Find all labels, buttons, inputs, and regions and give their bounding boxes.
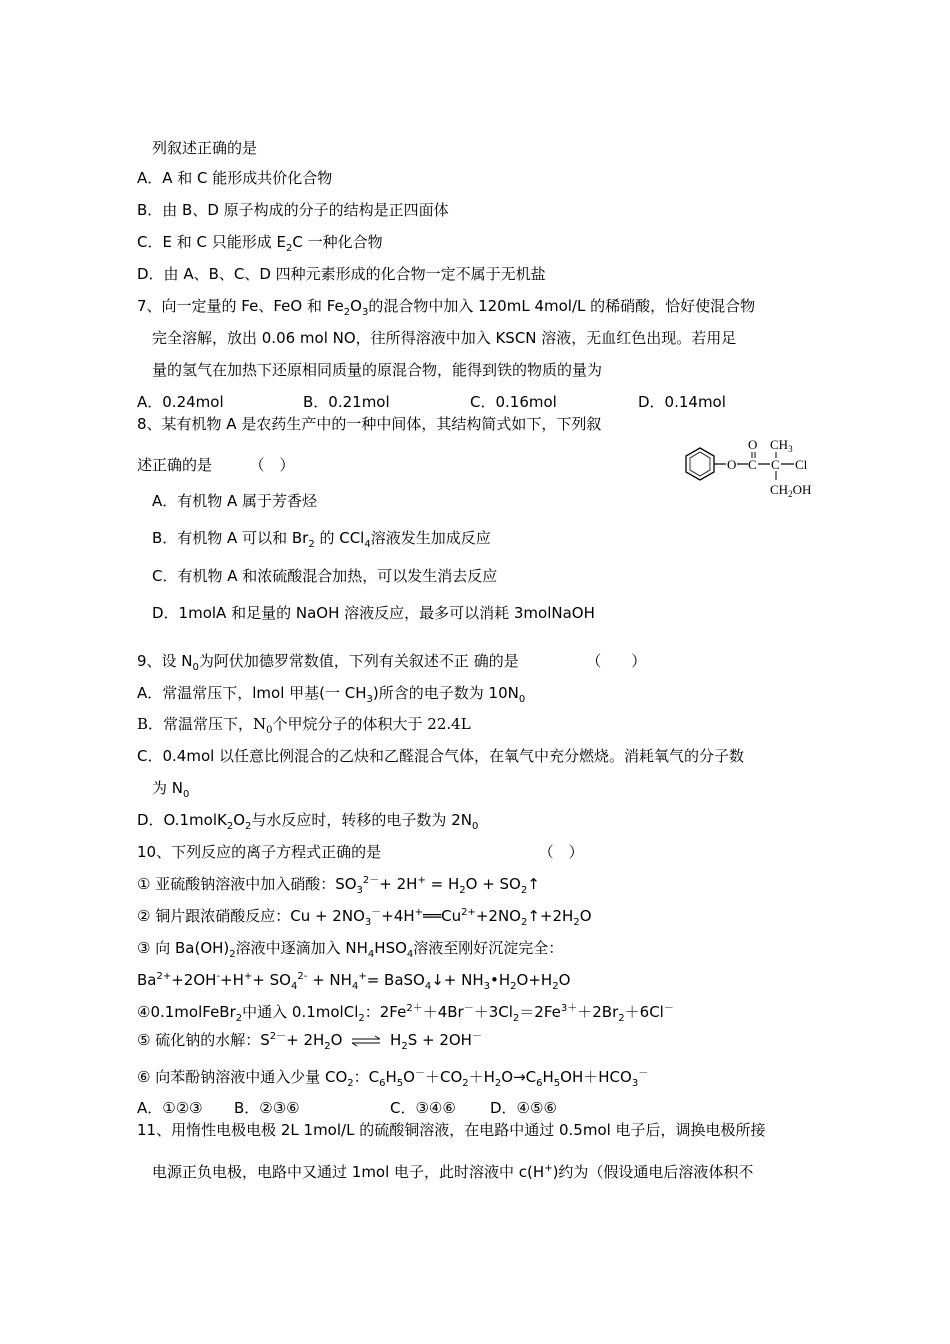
q10-title: 10、下列反应的离子方程式正确的是 （ ） (137, 843, 584, 861)
q9-option-c-line-2: 为 $N_0$ (152, 779, 190, 800)
carbonyl-oxygen: O (748, 437, 758, 452)
q7-line-1: 7、向一定量的 Fe、FeO 和 $Fe_2O_3$的混合物中加入 120mL 4mol/L 的稀硝酸，恰好使混合物 (137, 297, 756, 318)
methyl-group: $CH_3$ (770, 437, 793, 454)
q10-option-d: D．④⑤⑥ (490, 1099, 557, 1117)
q11-line-1: 11、用惰性电极电极 2L 1mol/L 的硫酸铜溶液，在电路中通过 0.5mol 电子后，调换电极所接 (137, 1121, 766, 1139)
q7-line-2: 完全溶解，放出 0.06 mol NO，往所得溶液中加入 KSCN 溶液，无血红色出现。若用足 (152, 329, 737, 347)
q9-option-b: B．常温常压下，$N_0$个甲烷分子的体积大于 22.4L (137, 715, 471, 736)
q10-option-a: A．①②③ (137, 1099, 203, 1117)
q7-line-3: 量的氢气在加热下还原相同质量的原混合物，能得到铁的物质的量为 (152, 361, 603, 379)
q6-option-a: A．A 和 C 能形成共价化合物 (137, 169, 333, 187)
hydroxymethyl-group: $CH_2OH$ (770, 482, 812, 499)
q7-option-c: C．0.16mol (470, 393, 557, 411)
q10-equation-3: ③ 向 $Ba(OH)_2$溶液中逐滴加入 $NH_4HSO_4$溶液至刚好沉淀完全： (137, 939, 564, 960)
q9-option-d: D．$O.1molK_2O_2$与水反应时，转移的电子数为 $2N_0$ (137, 811, 479, 832)
q8-option-d: D．1molA 和足量的 NaOH 溶液反应，最多可以消耗 3molNaOH (152, 604, 595, 622)
q9-option-a: A．常温常压下，lmol 甲基(一 $CH_3$)所含的电子数为 $10N_0$ (137, 684, 526, 705)
q7-option-b: B．0.21mol (303, 393, 390, 411)
equilibrium-arrow-icon (351, 1035, 381, 1047)
q8-option-c: C．有机物 A 和浓硫酸混合加热，可以发生消去反应 (152, 567, 498, 585)
q7-option-a: A．0.24mol (137, 393, 224, 411)
q10-option-b: B．②③⑥ (234, 1099, 300, 1117)
carbonyl-carbon: C (748, 457, 757, 472)
q10-equation-3b: $Ba^{2+}+2OH^-+H^++ SO_4^{2-} + NH_4^+=$ BaSO$_4$↓+ $NH_3•H_2O+H_2O$ (137, 971, 571, 992)
structural-formula (678, 418, 828, 500)
q9-option-c-line-1: C．0.4mol 以任意比例混合的乙炔和乙醛混合气体，在氧气中充分燃烧。消耗氧气的分子数 (137, 747, 745, 765)
quaternary-carbon: C (771, 457, 780, 472)
q10-equation-4: ④0.1molFeBr$_2$中通入 0.1molCl$_2$：$2Fe^{2+}+4Br^-+3Cl_2=2Fe^{3+}+2Br_2+6Cl^-$ (137, 1003, 674, 1024)
benzene-inner (690, 452, 710, 476)
q6-option-c: C．E 和 C 只能形成 $E_2C$ 一种化合物 (137, 233, 383, 254)
q10-equation-2: ② 铜片跟浓硝酸反应：$Cu + 2NO_3^-+4H^+══Cu^{2+}+2NO_2↑+2H_2O$ (137, 907, 592, 928)
q10-equation-6: ⑥ 向苯酚钠溶液中通入少量 $CO_2$：$C_6H_5O^-+CO_2+H_2O\to C_6H_5OH+HCO_3^-$ (137, 1068, 649, 1089)
q8-option-b: B．有机物 A 可以和 $Br_2$ 的 CCl$_4$溶液发生加成反应 (152, 529, 491, 550)
q9-line-1: 9、设 $N_0$为阿伏加德罗常数值，下列有关叙述不正 确的是 （ ） (137, 652, 647, 673)
q10-equation-1: ① 亚硫酸钠溶液中加入硝酸：$SO_3^{2-}+ 2H^+ = H_2O$ + $SO_2↑$ (137, 875, 540, 896)
q11-line-2: 电源正负电极，电路中又通过 1mol 电子，此时溶液中 c(H+)约为（假设通电后溶液体积不 (152, 1163, 754, 1181)
q6-option-d: D．由 A、B、C、D 四种元素形成的化合物一定不属于无机盐 (137, 265, 546, 283)
q7-option-d: D．0.14mol (638, 393, 726, 411)
q6-option-b: B．由 B、D 原子构成的分子的结构是正四面体 (137, 201, 449, 219)
q8-line-2: 述正确的是 （ ） (137, 456, 295, 474)
q8-line-1: 8、某有机物 A 是农药生产中的一种中间体，其结构简式如下，下列叙 (137, 415, 602, 433)
q10-equation-5: ⑤ 硫化钠的水解：$S^{2-}+ 2H_2O$ $H_2S + 2OH^-$ (137, 1031, 482, 1052)
q8-option-a: A．有机物 A 属于芳香烃 (152, 492, 318, 510)
ester-oxygen: O (727, 457, 737, 472)
chlorine: Cl (795, 457, 808, 472)
q6-continuation: 列叙述正确的是 (152, 139, 258, 157)
q10-option-c: C．③④⑥ (390, 1099, 456, 1117)
